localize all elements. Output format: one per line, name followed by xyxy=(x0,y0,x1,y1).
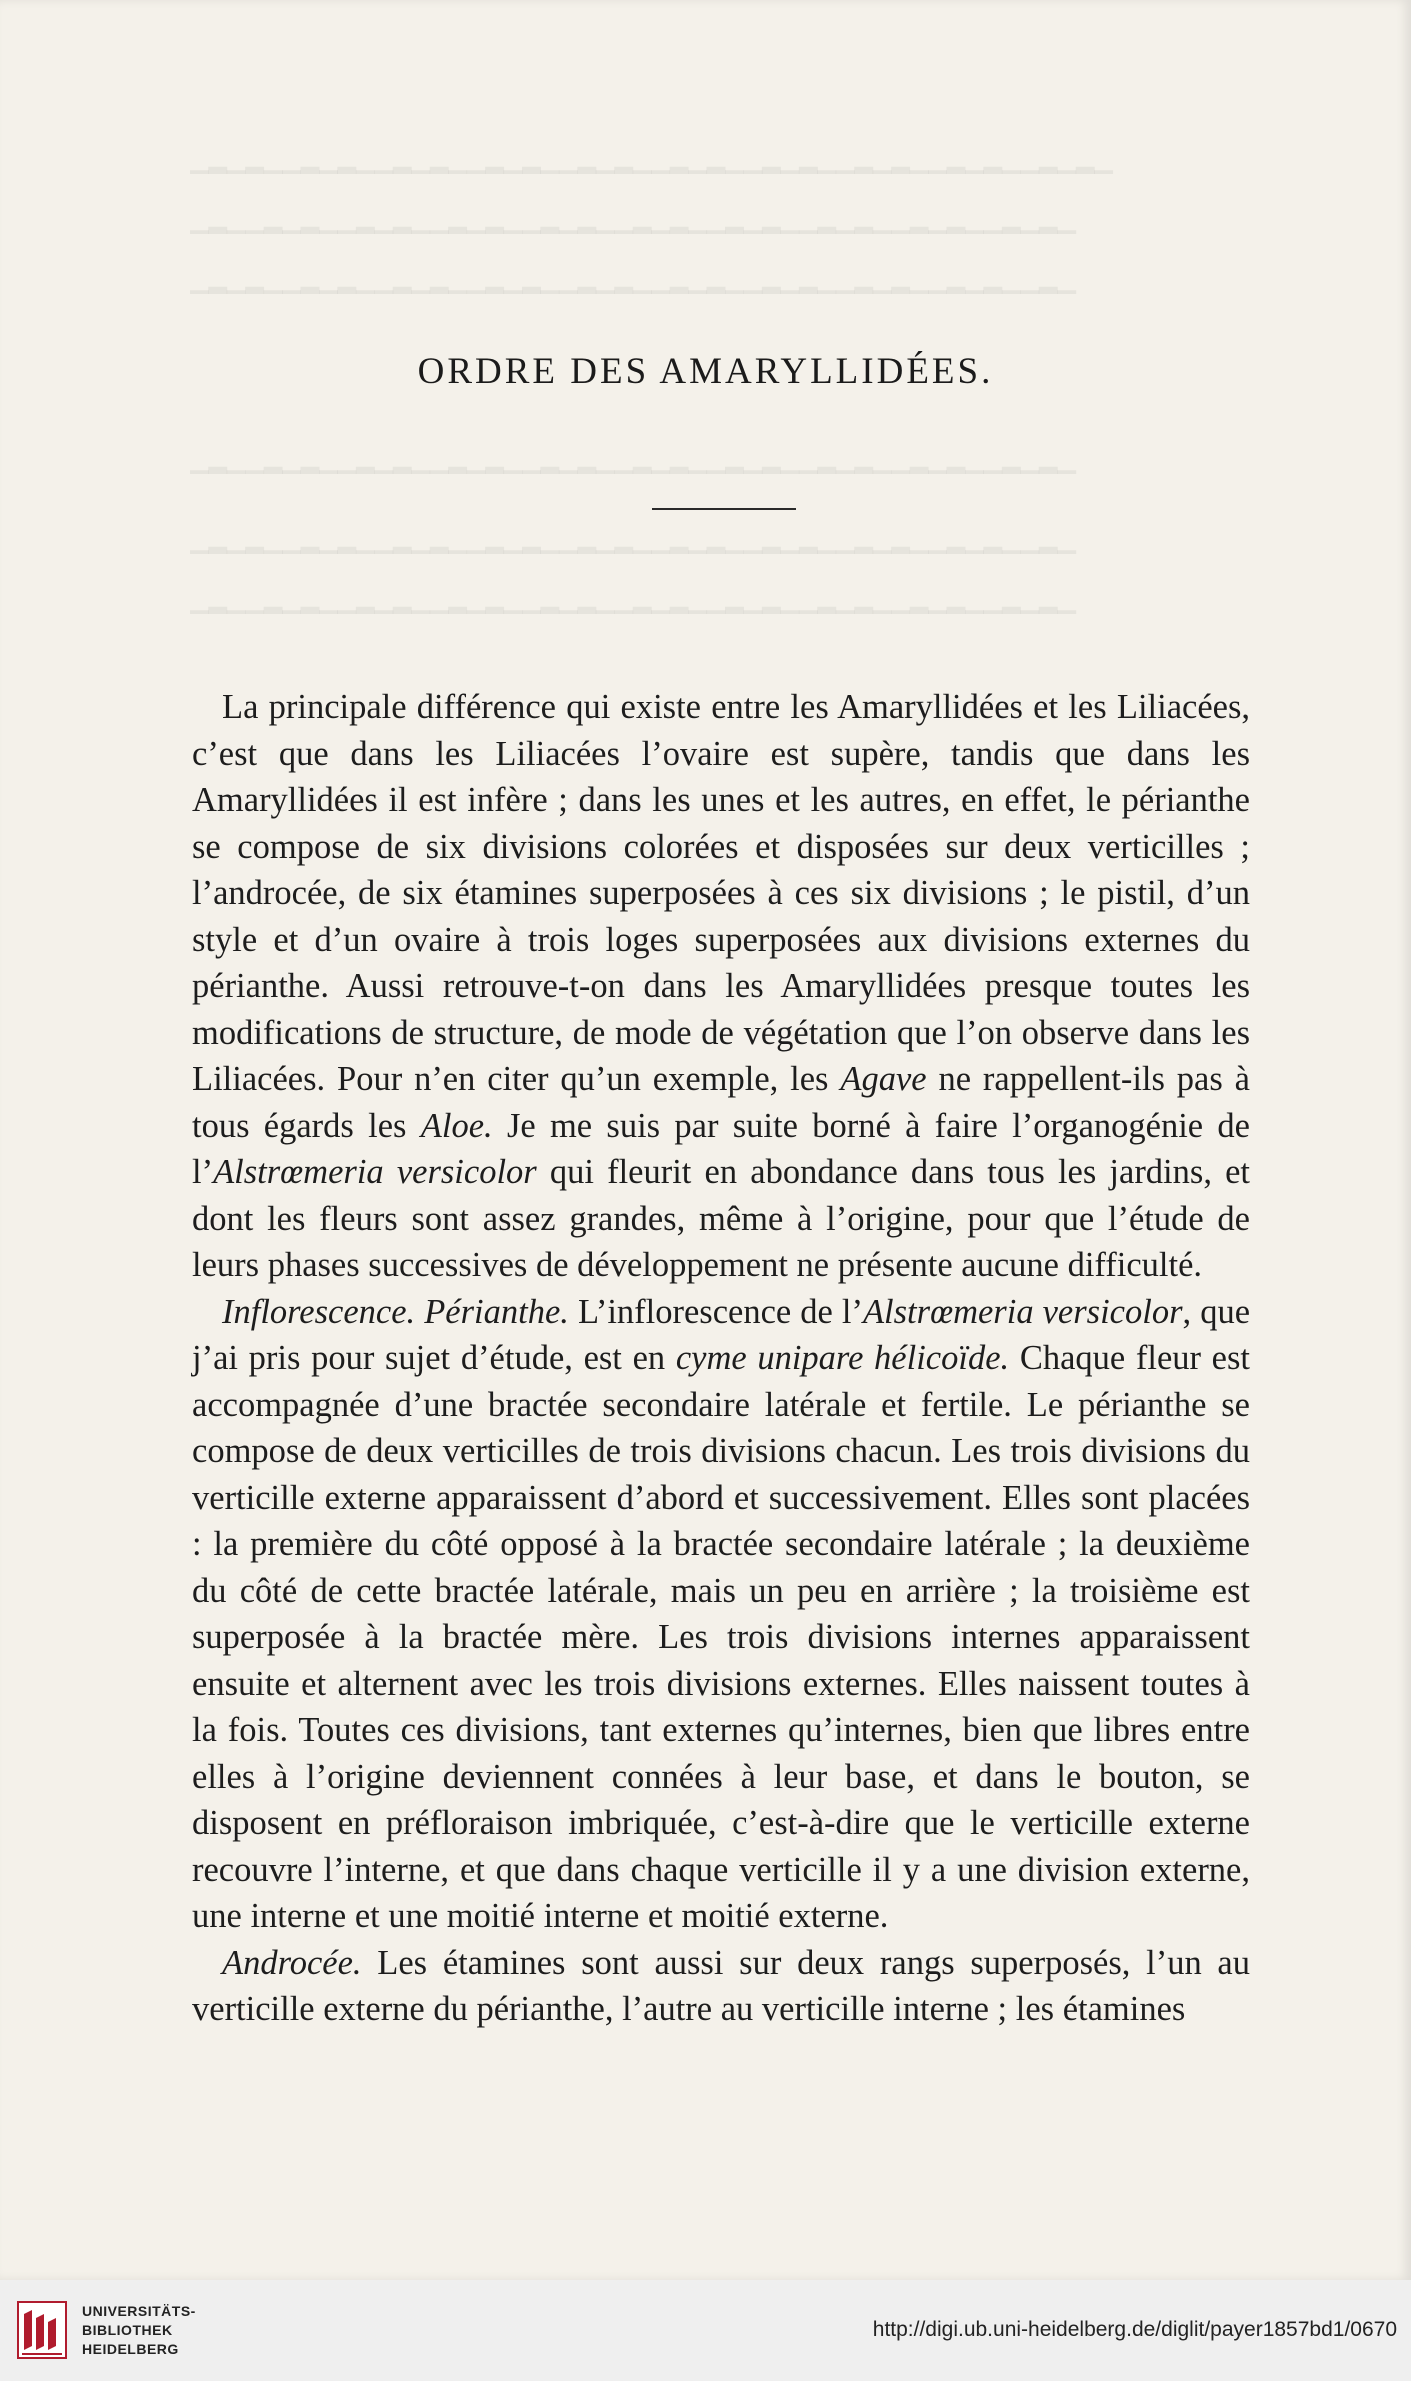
text-run: Chaque fleur est accompagnée d’une bractée secondaire latérale et fertile. Le périanthe se compose de deux verticilles de trois divisions chacun. Les trois divisions du verticille externe apparaissent d’abord et successivement. Elles sont placées : la première du côté opposé à la bractée secondaire latérale ; la deuxième du côté de cette bractée latérale, mais un peu en arrière ; la troisième est superposée à la bractée mère. Les trois divisions internes apparaissent ensuite et alternent avec les trois divisions externes. Elles naissent toutes à la fois. Toutes ces divisions, tant externes qu’internes, bien que libres entre elles à l’origine deviennent connées à leur base, et dans le bouton, se disposent en préfloraison imbriquée, c’est-à-dire que le verticille externe recouvre l’interne, et que dans chaque verticille il y a une division externe, une interne et une moitié interne et moitié externe. xyxy=(192,1339,1251,1935)
italic-run: Androcée. xyxy=(222,1943,362,1982)
university-library-logo-icon[interactable] xyxy=(16,2300,68,2360)
paragraph-androcee xyxy=(192,1940,1250,2033)
italic-run: cyme unipare hélicoïde. xyxy=(675,1339,1010,1377)
bleed-through: ▁▂▁▂▁▁▂▁▂▁▁▂▁▂▁▁▂▁▂▁▁▂▁▂▁▁▂▁▂▁▁▂▁▂▁▁▂▁▂▁▁▂▁▂▁▁▂▁ xyxy=(190,528,1076,554)
library-name-line: UNIVERSITÄTS- xyxy=(82,2303,196,2319)
library-name-line: BIBLIOTHEK xyxy=(82,2322,173,2338)
body-text xyxy=(192,684,1250,2033)
library-name xyxy=(82,2302,196,2359)
text-run: Les étamines sont aussi sur deux rangs superposés, l’un au verticille externe du périanthe, l’autre au verticille interne ; les étamines xyxy=(192,1943,1250,2028)
bleed-through: ▁▂▁▁▂▁▂▁▁▂▁▂▁▁▂▁▂▁▁▂▁▂▁▁▂▁▂▁▁▂▁▂▁▁▂▁▂▁▁▂▁▂▁▁▂▁▂▁ xyxy=(190,448,1076,474)
text-run: La principale différence qui existe entre les Amaryllidées et les Liliacées, c’est que dans les Liliacées l’ovaire est supère, tandis que dans les Amaryllidées il est infère ; dans les unes et les autres, en effet, le périanthe se compose de six divisions colorées et disposées sur deux verticilles ; l’androcée, de six étamines superposées à ces six divisions ; le pistil, d’un style et d’un ovaire à trois loges superposées aux divisions externes du périanthe. Aussi retrouve-t-on dans les Amaryllidées presque toutes les modifications de structure, de mode de végétation que l’on observe dans les Liliacées. Pour n’en citer qu’un exemple, les xyxy=(192,688,1250,1098)
text-run: L’inflorescence de l’ xyxy=(568,1292,863,1331)
paragraph-inflorescence xyxy=(192,1289,1250,1940)
text-run: qui fleurit en abondance dans tous les jardins, et dont les fleurs sont assez grandes, même à l’origine, pour que l’étude de leurs phases successives de développement ne présente aucune difficulté. xyxy=(192,1153,1250,1284)
paragraph-intro xyxy=(192,684,1250,1289)
italic-run: Alstrœmeria versicolor xyxy=(862,1292,1183,1331)
bleed-through: ▁▂▁▁▂▁▂▁▁▂▁▂▁▁▂▁▂▁▁▂▁▂▁▁▂▁▂▁▁▂▁▂▁▁▂▁▂▁▁▂▁▂▁▁▂▁▂▁ xyxy=(190,588,1076,614)
library-name-line: HEIDELBERG xyxy=(82,2341,179,2357)
bleed-through: ▁▂▁▁▂▁▂▁▁▂▁▂▁▁▂▁▂▁▁▂▁▂▁▁▂▁▂▁▁▂▁▂▁▁▂▁▂▁▁▂▁▂▁▁▂▁▂▁ xyxy=(190,208,1076,234)
viewer-footer xyxy=(0,2280,1411,2381)
italic-run: Alstrœmeria versicolor xyxy=(213,1153,537,1191)
italic-run: Agave xyxy=(840,1060,927,1098)
text-run: ne rappellent-ils pas à tous égards les xyxy=(192,1060,1250,1145)
bleed-through: ▁▂▁▂▁▁▂▁▂▁▁▂▁▂▁▁▂▁▂▁▁▂▁▂▁▁▂▁▂▁▁▂▁▂▁▁▂▁▂▁▁▂▁▂▁▁▂▁▂▁ xyxy=(190,148,1113,174)
text-run: , que j’ai pris pour sujet d’étude, est en xyxy=(192,1292,1251,1377)
chapter-title: ORDRE DES AMARYLLIDÉES. xyxy=(417,351,994,392)
italic-run: Aloe. xyxy=(420,1106,493,1145)
title-rule xyxy=(652,508,796,510)
permalink-url[interactable]: http://digi.ub.uni-heidelberg.de/diglit/payer1857bd1/0670 xyxy=(872,2318,1397,2341)
bleed-through: ▁▂▁▂▁▁▂▁▂▁▁▂▁▂▁▁▂▁▂▁▁▂▁▂▁▁▂▁▂▁▁▂▁▂▁▁▂▁▂▁▁▂▁▂▁▁▂▁ xyxy=(190,268,1076,294)
text-run: Je me suis par suite borné à faire l’organogénie de l’ xyxy=(192,1106,1250,1191)
italic-run: Inflorescence. Périanthe. xyxy=(222,1292,569,1331)
